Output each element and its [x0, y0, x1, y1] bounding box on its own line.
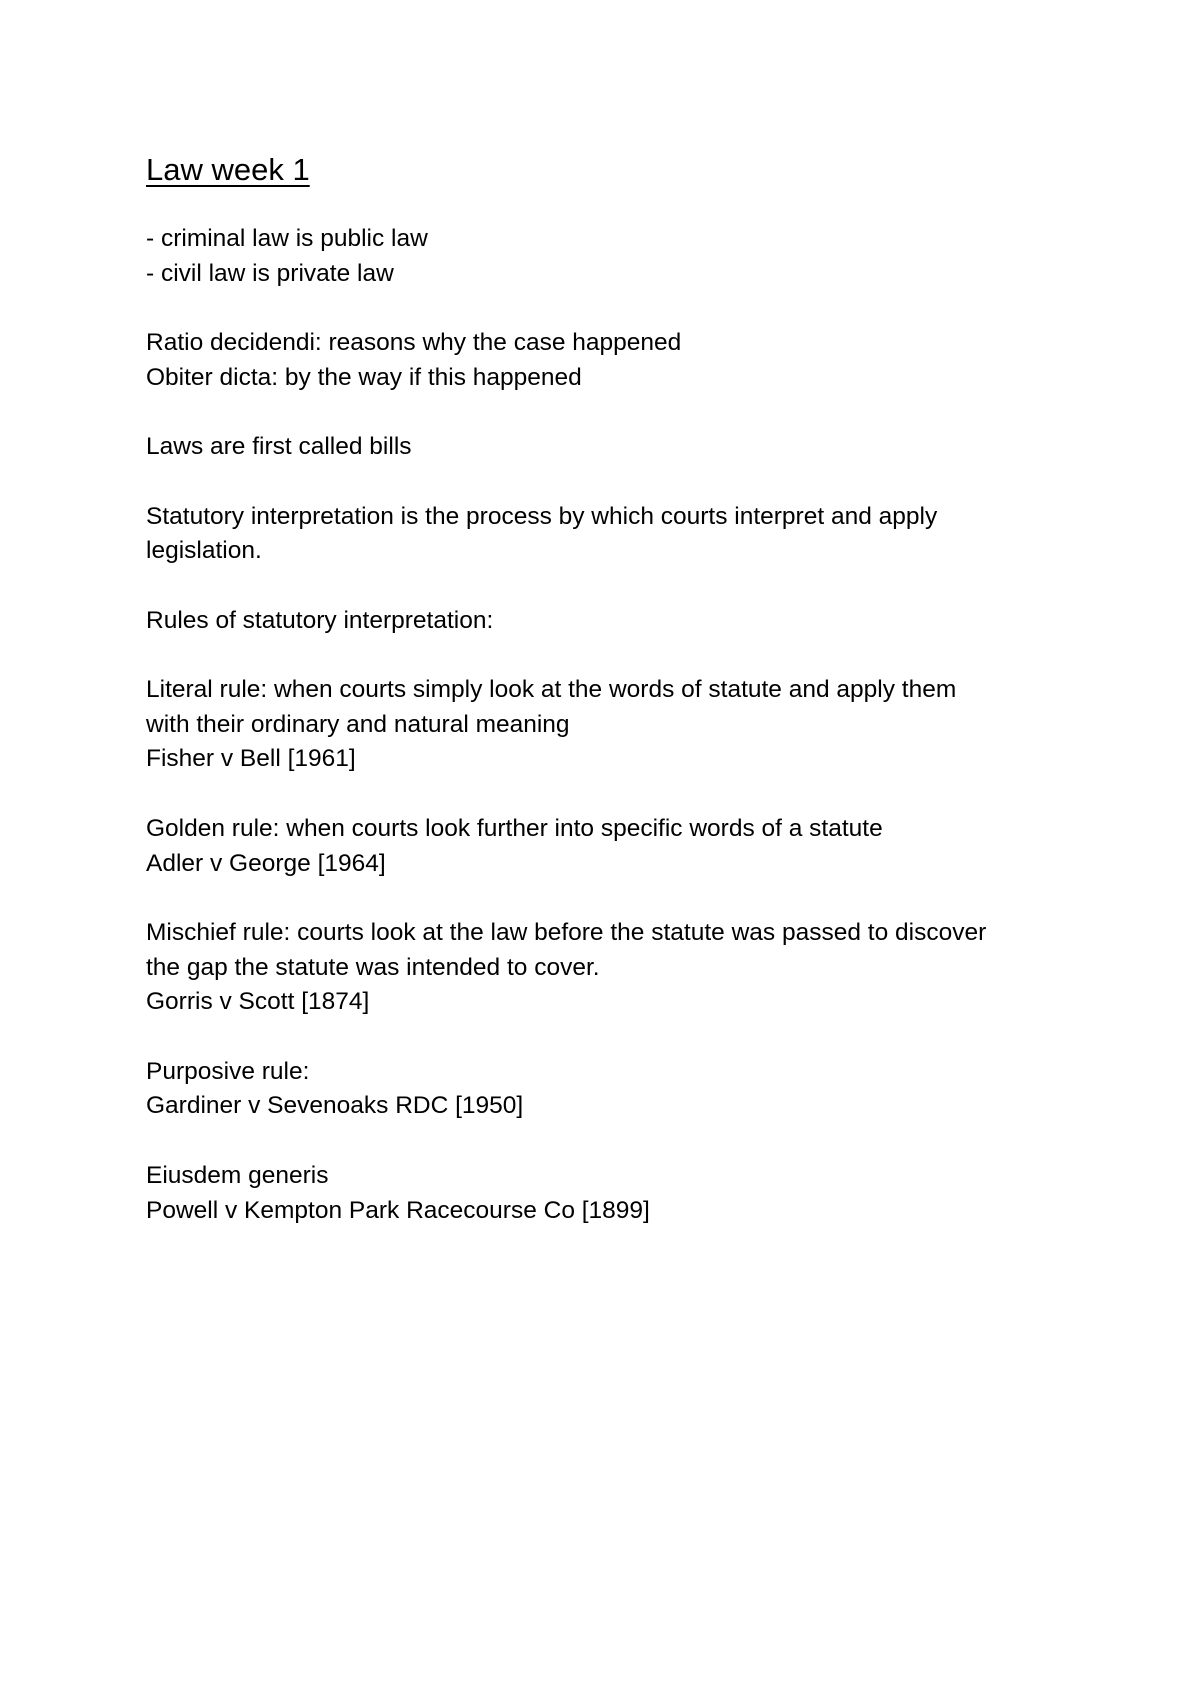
text-block-bills: [146, 430, 1086, 465]
text-line: Mischief rule: courts look at the law before the statute was passed to discover: [146, 918, 987, 946]
text-block-mischief-rule: [146, 916, 1086, 1020]
text-line: Literal rule: when courts simply look at the words of statute and apply them: [146, 676, 957, 704]
text-line: Obiter dicta: by the way if this happened: [146, 363, 582, 391]
text-line: Golden rule: when courts look further into specific words of a statute: [146, 814, 883, 842]
text-block-law-types: [146, 222, 1086, 291]
text-block-eiusdem-generis: [146, 1159, 1086, 1228]
text-block-golden-rule: [146, 812, 1086, 881]
text-line: Rules of statutory interpretation:: [146, 606, 494, 634]
case-citation: Gorris v Scott [1874]: [146, 988, 370, 1016]
text-line: - criminal law is public law: [146, 225, 428, 252]
case-citation: Powell v Kempton Park Racecourse Co [1899]: [146, 1196, 650, 1224]
text-block-statutory-interpretation: [146, 500, 1086, 569]
text-line: with their ordinary and natural meaning: [146, 710, 570, 738]
case-citation: Gardiner v Sevenoaks RDC [1950]: [146, 1092, 524, 1120]
text-block-purposive-rule: [146, 1055, 1086, 1124]
text-block-literal-rule: [146, 673, 1086, 777]
text-block-ratio-obiter: [146, 326, 1086, 395]
text-line: - civil law is private law: [146, 259, 394, 287]
text-line: Purposive rule:: [146, 1057, 310, 1085]
text-line: Laws are first called bills: [146, 433, 412, 461]
text-line: Eiusdem generis: [146, 1161, 329, 1189]
document-body: [146, 148, 1086, 1263]
text-line: the gap the statute was intended to cover.: [146, 953, 600, 981]
text-line: legislation.: [146, 537, 262, 565]
text-line: Ratio decidendi: reasons why the case happened: [146, 329, 682, 357]
text-line: Statutory interpretation is the process by which courts interpret and apply: [146, 502, 938, 530]
document-title: Law week 1: [146, 152, 310, 187]
text-block-rules-heading: [146, 604, 1086, 639]
case-citation: Adler v George [1964]: [146, 849, 386, 877]
case-citation: Fisher v Bell [1961]: [146, 745, 356, 773]
